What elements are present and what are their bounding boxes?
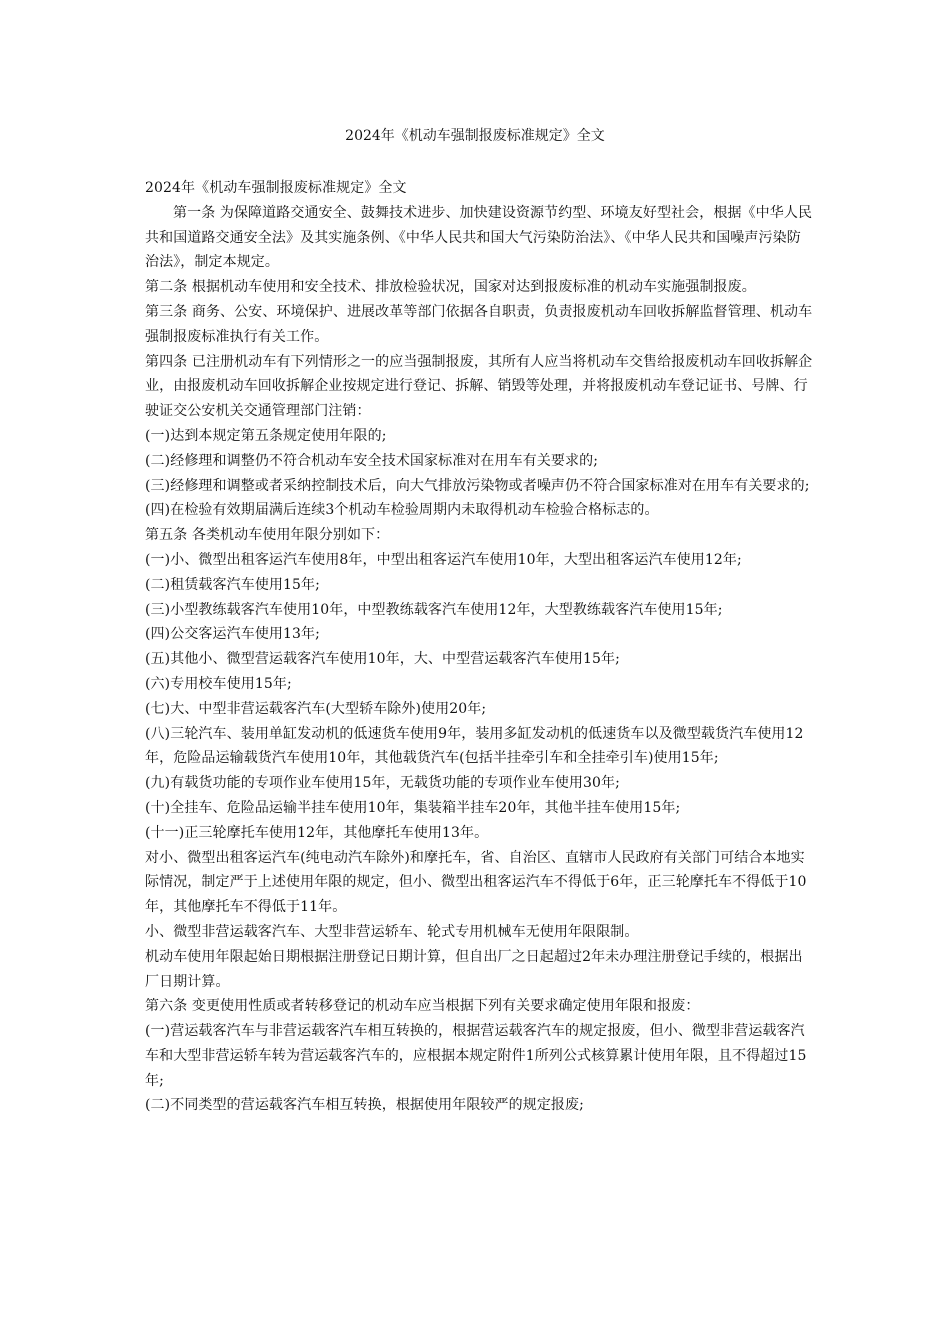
paragraph: 小、微型非营运载客汽车、大型非营运轿车、轮式专用机械车无使用年限限制。 bbox=[145, 923, 639, 940]
paragraph: (八)三轮汽车、装用单缸发动机的低速货车使用9年，装用多缸发动机的低速货车以及微型载货汽车使用12年，危险品运输载货汽车使用10年，其他载货汽车(包括半挂牵引车和全挂牵引车)使用15年; bbox=[145, 725, 804, 767]
paragraph: 第一条 为保障道路交通安全、鼓舞技术进步、加快建设资源节约型、环境友好型社会，根据《中华人民共和国道路交通安全法》及其实施条例、《中华人民共和国大气污染防治法》、《中华人民共和国噪声污染防治法》，制定本规定。 bbox=[145, 204, 813, 271]
paragraph: (五)其他小、微型营运载客汽车使用10年，大、中型营运载客汽车使用15年; bbox=[145, 651, 620, 668]
paragraph: 第六条 变更使用性质或者转移登记的机动车应当根据下列有关要求确定使用年限和报废： bbox=[145, 998, 700, 1015]
paragraph: (一)小、微型出租客运汽车使用8年，中型出租客运汽车使用10年，大型出租客运汽车使用12年; bbox=[145, 551, 742, 568]
paragraph: 第三条 商务、公安、环境保护、进展改革等部门依据各自职责，负责报废机动车回收拆解监督管理、机动车强制报废标准执行有关工作。 bbox=[145, 303, 813, 345]
document-body bbox=[145, 176, 813, 1118]
document-title: 2024年《机动车强制报废标准规定》全文 bbox=[345, 128, 605, 144]
paragraph: 第四条 已注册机动车有下列情形之一的应当强制报废，其所有人应当将机动车交售给报废机动车回收拆解企业，由报废机动车回收拆解企业按规定进行登记、拆解、销毁等处理，并将报废机动车登记证书、号牌、行驶证交公安机关交通管理部门注销： bbox=[145, 353, 813, 420]
paragraph: (六)专用校车使用15年; bbox=[145, 675, 292, 692]
paragraph: (一)营运载客汽车与非营运载客汽车相互转换的，根据营运载客汽车的规定报废，但小、微型非营运载客汽车和大型非营运轿车转为营运载客汽车的，应根据本规定附件1所列公式核算累计使用年限，且不得超过15年; bbox=[145, 1023, 807, 1089]
paragraph: (三)小型教练载客汽车使用10年，中型教练载客汽车使用12年，大型教练载客汽车使用15年; bbox=[145, 601, 723, 618]
paragraph: (二)经修理和调整仍不符合机动车安全技术国家标准对在用车有关要求的; bbox=[145, 452, 599, 469]
paragraph: 2024年《机动车强制报废标准规定》全文 bbox=[145, 180, 407, 196]
paragraph: 第五条 各类机动车使用年限分别如下： bbox=[145, 527, 390, 544]
paragraph: (一)达到本规定第五条规定使用年限的; bbox=[145, 427, 387, 444]
paragraph: (二)不同类型的营运载客汽车相互转换，根据使用年限较严的规定报废; bbox=[145, 1097, 584, 1114]
paragraph: 第二条 根据机动车使用和安全技术、排放检验状况，国家对达到报废标准的机动车实施强制报废。 bbox=[145, 279, 756, 296]
paragraph: 对小、微型出租客运汽车(纯电动汽车除外)和摩托车，省、自治区、直辖市人民政府有关部门可结合本地实际情况，制定严于上述使用年限的规定，但小、微型出租客运汽车不得低于6年，正三轮摩托车不得低于10年，其他摩托车不得低于11年。 bbox=[145, 849, 807, 916]
paragraph: 机动车使用年限起始日期根据注册登记日期计算，但自出厂之日起超过2年未办理注册登记手续的，根据出厂日期计算。 bbox=[145, 948, 803, 990]
paragraph: (七)大、中型非营运载客汽车(大型轿车除外)使用20年; bbox=[145, 700, 487, 717]
paragraph: (十一)正三轮摩托车使用12年，其他摩托车使用13年。 bbox=[145, 824, 489, 841]
paragraph: (二)租赁载客汽车使用15年; bbox=[145, 576, 320, 593]
paragraph: (三)经修理和调整或者采纳控制技术后，向大气排放污染物或者噪声仍不符合国家标准对在用车有关要求的; bbox=[145, 477, 810, 494]
paragraph: (十)全挂车、危险品运输半挂车使用10年，集装箱半挂车20年，其他半挂车使用15年; bbox=[145, 799, 681, 816]
paragraph: (四)公交客运汽车使用13年; bbox=[145, 626, 320, 643]
paragraph: (四)在检验有效期届满后连续3个机动车检验周期内未取得机动车检验合格标志的。 bbox=[145, 502, 659, 519]
paragraph: (九)有载货功能的专项作业车使用15年，无载货功能的专项作业车使用30年; bbox=[145, 775, 620, 792]
